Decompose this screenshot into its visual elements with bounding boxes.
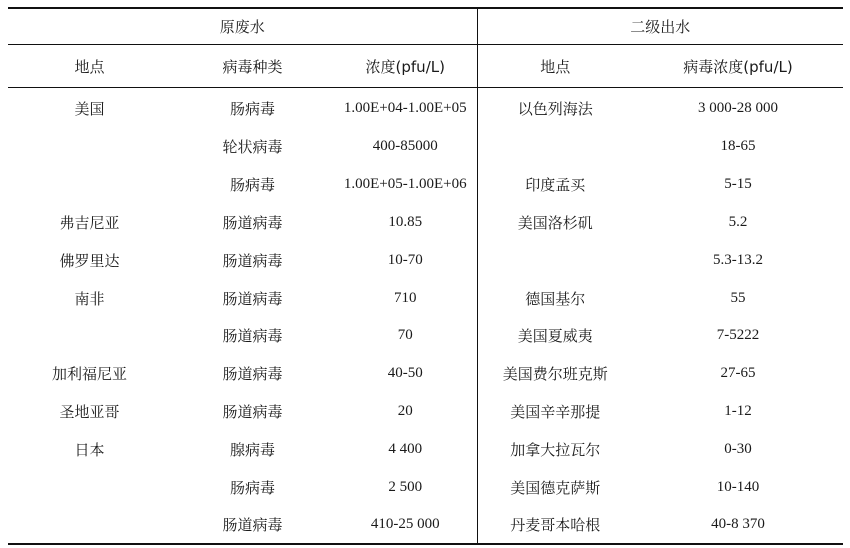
cell-effluent-location	[477, 128, 633, 166]
cell-virus-type: 肠病毒	[229, 99, 275, 118]
cell-virus-type: 肠病毒	[229, 478, 275, 497]
cell-virus-type: 腺病毒	[229, 440, 275, 459]
cell-effluent-concentration: 10-140	[716, 478, 760, 495]
cell-location: 南非	[74, 289, 105, 308]
cell-location: 圣地亚哥	[59, 402, 120, 421]
cell-location: 弗吉尼亚	[59, 213, 120, 232]
cell-concentration: 410-25 000	[334, 506, 477, 544]
cell-effluent-concentration: 27-65	[720, 365, 756, 382]
cell-virus-type: 肠道病毒	[171, 506, 334, 544]
cell-virus-type: 肠道病毒	[222, 213, 283, 232]
cell-effluent-concentration: 0-30	[724, 440, 752, 457]
cell-concentration: 400-85000	[372, 138, 438, 155]
table-row	[8, 128, 843, 166]
cell-effluent-concentration: 5-15	[724, 176, 752, 193]
cell-effluent-concentration: 1-12	[724, 402, 752, 419]
cell-effluent-concentration: 3 000-28 000	[698, 99, 778, 116]
cell-location	[8, 317, 171, 355]
cell-effluent-concentration: 7-5222	[716, 327, 760, 344]
cell-effluent-concentration: 55	[730, 289, 746, 306]
table-row	[8, 468, 843, 506]
cell-effluent-concentration: 5.2	[728, 213, 748, 230]
table-row	[8, 393, 843, 431]
cell-location: 美国	[74, 99, 105, 118]
cell-virus-type: 肠道病毒	[222, 365, 283, 384]
cell-effluent-location: 印度孟买	[477, 166, 633, 204]
cell-concentration: 20	[397, 402, 413, 419]
cell-effluent-location: 美国费尔班克斯	[477, 355, 633, 393]
cell-effluent-location: 以色列海法	[477, 88, 633, 129]
table-row	[8, 317, 843, 355]
cell-virus-type: 轮状病毒	[222, 138, 283, 157]
cell-virus-type: 肠道病毒	[222, 289, 283, 308]
cell-effluent-concentration: 18-65	[720, 138, 756, 155]
cell-location	[8, 128, 171, 166]
table-row	[8, 506, 843, 544]
group-header-row	[8, 8, 843, 45]
cell-location: 日本	[74, 440, 105, 459]
cell-concentration: 10.85	[388, 213, 423, 230]
cell-location	[8, 506, 171, 544]
col-header-concentration: 浓度(pfu/L)	[334, 45, 477, 88]
cell-concentration: 10-70	[387, 251, 423, 268]
cell-virus-type: 肠道病毒	[222, 402, 283, 421]
col-header-virus-type: 病毒种类	[171, 45, 334, 88]
cell-location: 佛罗里达	[59, 251, 120, 270]
table-row	[8, 241, 843, 279]
cell-location	[8, 166, 171, 204]
cell-location	[8, 468, 171, 506]
cell-location: 加利福尼亚	[51, 365, 127, 384]
cell-virus-type: 肠病毒	[229, 176, 275, 195]
cell-concentration: 70	[397, 327, 413, 344]
cell-effluent-concentration: 5.3-13.2	[713, 251, 763, 268]
cell-effluent-location: 美国夏威夷	[477, 317, 633, 355]
cell-effluent-location: 德国基尔	[477, 279, 633, 317]
table-row	[8, 166, 843, 204]
table-row	[8, 204, 843, 242]
table-row	[8, 88, 843, 129]
group-header-raw-wastewater: 原废水	[8, 8, 477, 45]
table-row	[8, 279, 843, 317]
col-header-virus-concentration: 病毒浓度(pfu/L)	[633, 45, 843, 88]
table-row	[8, 430, 843, 468]
virus-concentration-table	[8, 7, 843, 545]
cell-virus-type: 肠道病毒	[222, 251, 283, 270]
column-header-row	[8, 45, 843, 88]
cell-concentration: 4 400	[388, 440, 423, 457]
cell-effluent-concentration: 40-8 370	[633, 506, 843, 544]
cell-virus-type: 肠道病毒	[222, 327, 283, 346]
cell-effluent-location	[477, 241, 633, 279]
col-header-effluent-location: 地点	[477, 45, 633, 88]
cell-effluent-location: 加拿大拉瓦尔	[477, 430, 633, 468]
group-header-secondary-effluent: 二级出水	[477, 8, 843, 45]
cell-effluent-location: 美国洛杉矶	[477, 204, 633, 242]
cell-concentration: 2 500	[388, 478, 423, 495]
cell-effluent-location: 美国德克萨斯	[477, 468, 633, 506]
col-header-location: 地点	[8, 45, 171, 88]
table-row	[8, 355, 843, 393]
cell-effluent-location: 美国辛辛那提	[477, 393, 633, 431]
cell-concentration: 1.00E+05-1.00E+06	[343, 176, 467, 193]
cell-concentration: 710	[394, 289, 417, 306]
cell-effluent-location: 丹麦哥本哈根	[477, 506, 633, 544]
cell-concentration: 1.00E+04-1.00E+05	[343, 99, 467, 116]
cell-concentration: 40-50	[387, 365, 423, 382]
